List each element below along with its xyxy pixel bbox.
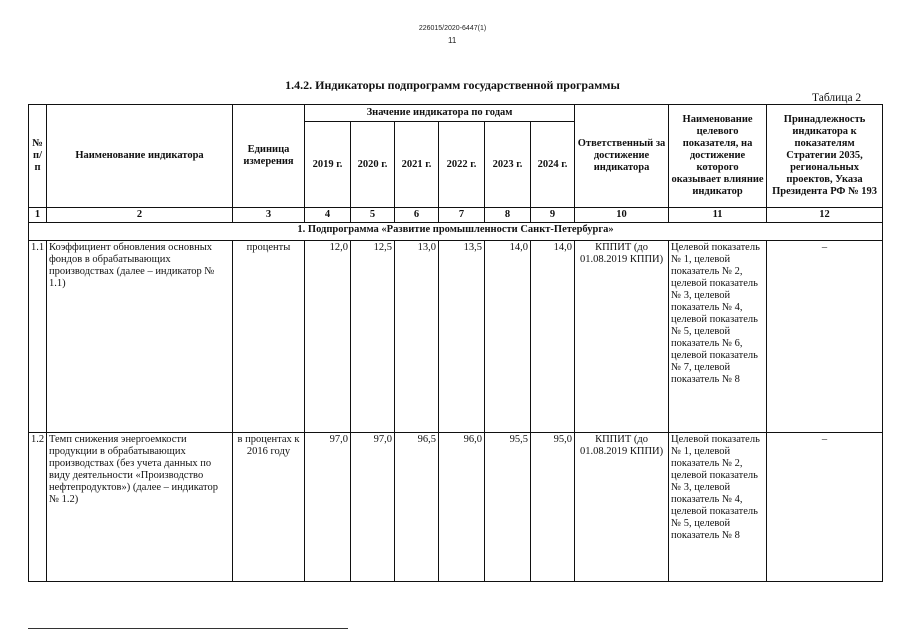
header-values-group: Значение индикатора по годам (305, 105, 575, 122)
column-number: 7 (439, 208, 485, 223)
row-value-2022: 13,5 (439, 241, 485, 433)
column-number: 6 (395, 208, 439, 223)
header-year: 2020 г. (351, 122, 395, 208)
row-value-2020: 12,5 (351, 241, 395, 433)
header-responsible: Ответственный за достижение индикатора (575, 105, 669, 208)
section-title: 1.4.2. Индикаторы подпрограмм государственной программы (285, 78, 620, 92)
column-number: 4 (305, 208, 351, 223)
table-row (29, 241, 883, 433)
row-belonging: – (767, 433, 883, 582)
table-row (29, 433, 883, 582)
row-value-2021: 13,0 (395, 241, 439, 433)
header-num: № п/п (29, 105, 47, 208)
row-unit: проценты (233, 241, 305, 433)
row-value-2021: 96,5 (395, 433, 439, 582)
indicators-table (28, 104, 883, 582)
row-responsible: КППИТ (до 01.08.2019 КППИ) (575, 241, 669, 433)
subprogram-section-row (29, 223, 883, 241)
header-belonging: Принадлежность индикатора к показателям Стратегии 2035, региональных проектов, Указа Президента РФ № 193 (767, 105, 883, 208)
document-registration-stamp: 226015/2020-6447(1) (418, 25, 487, 32)
row-targets: Целевой показатель № 1, целевой показатель № 2, целевой показатель № 3, целевой показатель № 4, целевой показатель № 5, целевой показатель № 8 (669, 433, 767, 582)
row-num: 1.1 (29, 241, 47, 433)
column-number: 5 (351, 208, 395, 223)
row-value-2024: 14,0 (531, 241, 575, 433)
header-year: 2023 г. (485, 122, 531, 208)
column-number: 11 (669, 208, 767, 223)
header-year: 2019 г. (305, 122, 351, 208)
column-number: 1 (29, 208, 47, 223)
row-value-2023: 95,5 (485, 433, 531, 582)
row-name: Темп снижения энергоемкости продукции в обрабатывающих производствах (без учета данных по виду деятельности «Производство нефтепродуктов») (далее – индикатор № 1.2) (47, 433, 233, 582)
column-number: 10 (575, 208, 669, 223)
column-number-row (29, 208, 883, 223)
row-name: Коэффициент обновления основных фондов в обрабатывающих производствах (далее – индикатор № 1.1) (47, 241, 233, 433)
row-responsible: КППИТ (до 01.08.2019 КППИ) (575, 433, 669, 582)
row-value-2019: 97,0 (305, 433, 351, 582)
column-number: 2 (47, 208, 233, 223)
header-target-name: Наименование целевого показателя, на достижение которого оказывает влияние индикатор (669, 105, 767, 208)
row-num: 1.2 (29, 433, 47, 582)
header-year: 2024 г. (531, 122, 575, 208)
subprogram-title: 1. Подпрограмма «Развитие промышленности Санкт-Петербурга» (29, 223, 883, 241)
page-number: 11 (448, 36, 457, 45)
row-value-2019: 12,0 (305, 241, 351, 433)
column-number: 8 (485, 208, 531, 223)
row-value-2022: 96,0 (439, 433, 485, 582)
header-name: Наименование индикатора (47, 105, 233, 208)
row-belonging: – (767, 241, 883, 433)
row-value-2024: 95,0 (531, 433, 575, 582)
table-label: Таблица 2 (812, 92, 862, 104)
header-row-group (29, 105, 883, 122)
header-year: 2022 г. (439, 122, 485, 208)
header-unit: Единица измерения (233, 105, 305, 208)
column-number: 3 (233, 208, 305, 223)
header-year: 2021 г. (395, 122, 439, 208)
row-value-2020: 97,0 (351, 433, 395, 582)
row-targets: Целевой показатель № 1, целевой показатель № 2, целевой показатель № 3, целевой показатель № 4, целевой показатель № 5, целевой показатель № 6, целевой показатель № 7, целевой показатель № 8 (669, 241, 767, 433)
row-value-2023: 14,0 (485, 241, 531, 433)
column-number: 12 (767, 208, 883, 223)
column-number: 9 (531, 208, 575, 223)
footnote-divider (28, 628, 348, 629)
row-unit: в процентах к 2016 году (233, 433, 305, 582)
